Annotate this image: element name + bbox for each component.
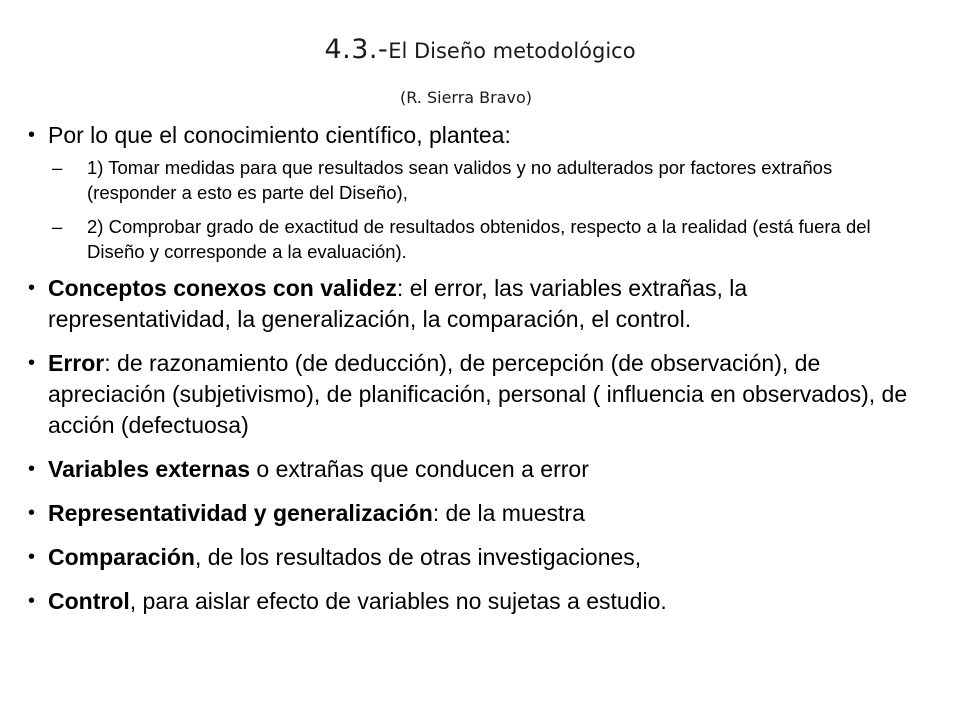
bullet-symbol: • — [28, 458, 36, 480]
title-number: 4.3.- — [324, 34, 389, 65]
bullet-bold-term: Variables externas — [48, 456, 251, 482]
bullet-symbol: • — [28, 502, 36, 524]
bullet-text: : el error, las variables extrañas, la representatividad, la generalización, la comparación, el control. — [48, 275, 748, 332]
bullet-bold-term: Comparación — [48, 544, 195, 570]
sub-bullet-item — [28, 214, 908, 264]
bullet-symbol: • — [28, 277, 36, 299]
slide-subtitle: (R. Sierra Bravo) — [400, 88, 533, 107]
bullet-list — [28, 120, 908, 630]
slide-title — [0, 34, 960, 65]
bullet-bold-term: Representatividad y generalización — [48, 500, 433, 526]
bullet-item — [28, 454, 908, 485]
bullet-symbol: • — [28, 546, 36, 568]
bullet-symbol: • — [28, 352, 36, 374]
bullet-text: o extrañas que conducen a error — [250, 456, 589, 482]
bullet-item — [28, 542, 908, 573]
bullet-item — [28, 586, 908, 617]
bullet-text: Por lo que el conocimiento científico, plantea: — [48, 122, 511, 148]
bullet-text: , de los resultados de otras investigaciones, — [194, 544, 642, 570]
bullet-text: : de razonamiento (de deducción), de percepción (de observación), de apreciación (subjetivismo), de planificación, personal ( influencia en observados), de acción (defectuosa) — [48, 350, 908, 438]
bullet-item — [28, 498, 908, 529]
dash-symbol: – — [52, 216, 63, 237]
bullet-symbol: • — [28, 124, 36, 146]
sub-bullet-text: 2) Comprobar grado de exactitud de resultados obtenidos, respecto a la realidad (está fuera del Diseño y corresponde a la evaluación). — [87, 216, 871, 262]
title-text: El Diseño metodológico — [388, 39, 636, 63]
bullet-text: : de la muestra — [432, 500, 585, 526]
sub-bullet-text: 1) Tomar medidas para que resultados sean validos y no adulterados por factores extraños (responder a esto es parte del Diseño), — [87, 157, 833, 203]
dash-symbol: – — [52, 157, 63, 178]
bullet-item — [28, 120, 908, 151]
bullet-symbol: • — [28, 590, 36, 612]
bullet-item — [28, 273, 908, 335]
bullet-bold-term: Control — [48, 588, 130, 614]
bullet-bold-term: Conceptos conexos con validez — [48, 275, 397, 301]
bullet-item — [28, 348, 908, 441]
bullet-bold-term: Error — [48, 350, 105, 376]
sub-bullet-item — [28, 155, 908, 205]
bullet-text: , para aislar efecto de variables no sujetas a estudio. — [129, 588, 667, 614]
